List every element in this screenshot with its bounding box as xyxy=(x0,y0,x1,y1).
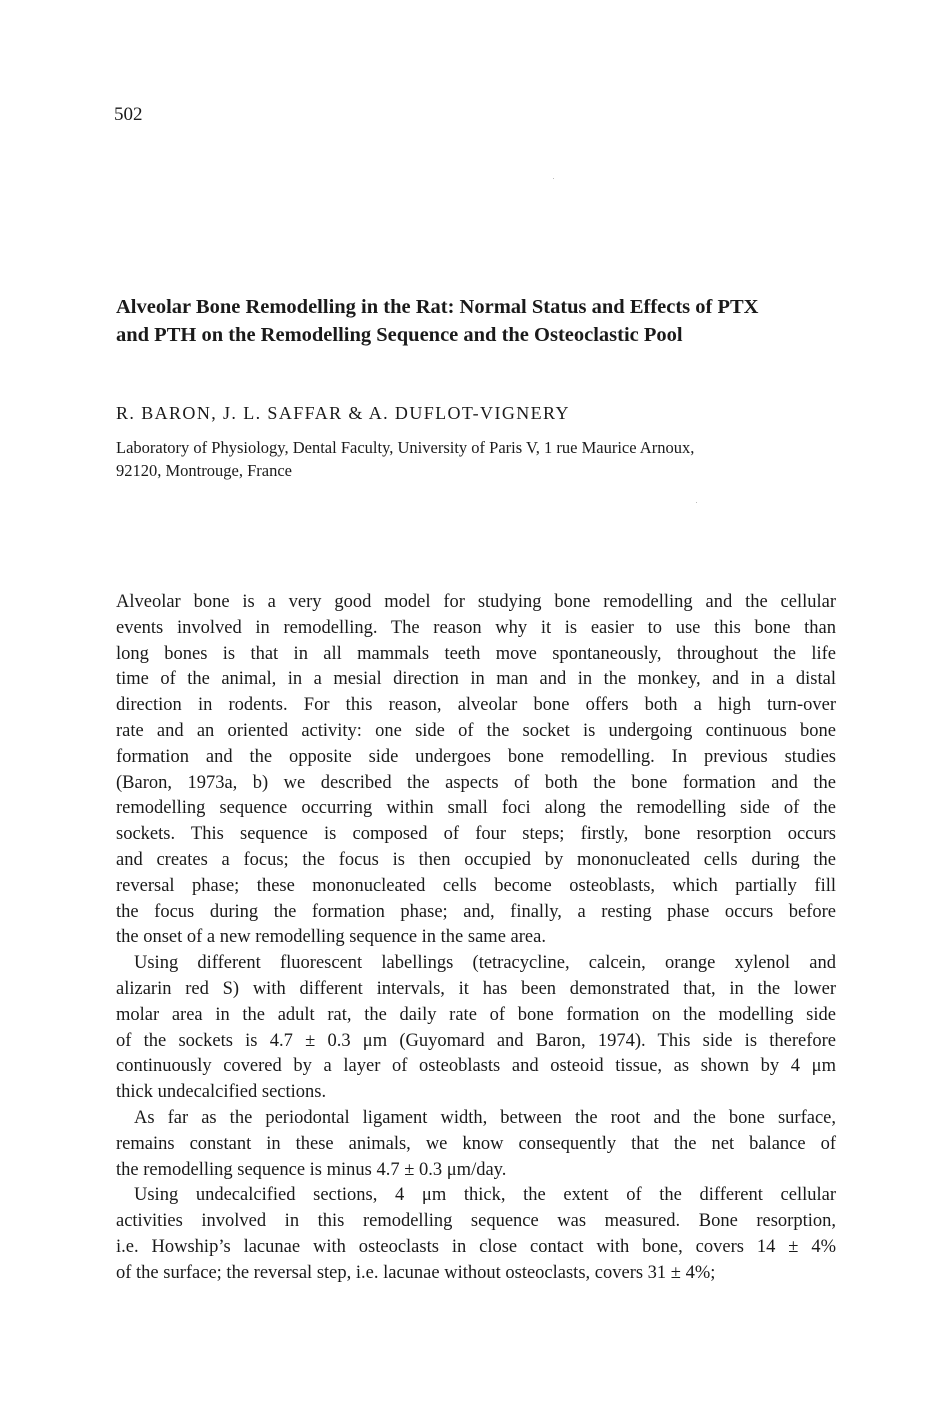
body-line: Alveolar bone is a very good model for studying bone remodelling and the cellular xyxy=(116,592,836,612)
body-line: Using undecalcified sections, 4 μm thick, the extent of the different cellular xyxy=(134,1185,836,1206)
affiliation-line: 92120, Montrouge, France xyxy=(116,461,292,480)
article-title xyxy=(116,293,836,349)
body-line: (Baron, 1973a, b) we described the aspects of both the bone formation and the xyxy=(116,772,836,793)
body-line: thick undecalcified sections. xyxy=(116,1082,327,1103)
article-title-line: Alveolar Bone Remodelling in the Rat: Normal Status and Effects of PTX xyxy=(116,296,759,318)
body-line: of the surface; the reversal step, i.e. lacunae without osteoclasts, covers 31 ± 4%; xyxy=(116,1262,716,1283)
body-line: the remodelling sequence is minus 4.7 ± 0.3 μm/day. xyxy=(116,1159,507,1180)
body-line: and creates a focus; the focus is then occupied by mononucleated cells during the xyxy=(116,849,836,870)
body-line: remodelling sequence occurring within small foci along the remodelling side of the xyxy=(116,798,836,819)
affiliation xyxy=(116,436,694,482)
scan-speck xyxy=(696,502,697,503)
article-title-line: and PTH on the Remodelling Sequence and the Osteoclastic Pool xyxy=(116,324,683,346)
page-number: 502 xyxy=(114,104,143,125)
body-line: the focus during the formation phase; and, finally, a resting phase occurs before xyxy=(116,901,836,922)
body-text xyxy=(116,590,836,1287)
body-line: i.e. Howship’s lacunae with osteoclasts in close contact with bone, covers 14 ± 4% xyxy=(116,1236,836,1257)
body-line: molar area in the adult rat, the daily rate of bone formation on the modelling side xyxy=(116,1004,836,1025)
body-line: alizarin red S) with different intervals, it has been demonstrated that, in the lower xyxy=(116,978,836,999)
body-line: of the sockets is 4.7 ± 0.3 μm (Guyomard and Baron, 1974). This side is therefore xyxy=(116,1030,836,1051)
body-line: sockets. This sequence is composed of four steps; firstly, bone resorption occurs xyxy=(116,824,836,845)
body-line: reversal phase; these mononucleated cells become osteoblasts, which partially fill xyxy=(116,875,836,896)
body-line: the onset of a new remodelling sequence in the same area. xyxy=(116,927,546,948)
body-line: formation and the opposite side undergoes bone remodelling. In previous studies xyxy=(116,746,836,767)
body-line: continuously covered by a layer of osteoblasts and osteoid tissue, as shown by 4 μm xyxy=(116,1056,836,1077)
body-line: rate and an oriented activity: one side of the socket is undergoing continuous bone xyxy=(116,720,836,741)
body-line: time of the animal, in a mesial direction in man and in the monkey, and in a distal xyxy=(116,669,836,690)
body-line: long bones is that in all mammals teeth move spontaneously, throughout the life xyxy=(116,643,836,664)
body-line: direction in rodents. For this reason, alveolar bone offers both a high turn-over xyxy=(116,695,836,716)
body-line: remains constant in these animals, we know consequently that the net balance of xyxy=(116,1133,836,1154)
body-paragraph xyxy=(116,1106,836,1183)
body-paragraph xyxy=(116,951,836,1106)
body-line: As far as the periodontal ligament width, between the root and the bone surface, xyxy=(134,1107,836,1128)
author-list: R. BARON, J. L. SAFFAR & A. DUFLOT-VIGNERY xyxy=(116,403,570,423)
scan-speck xyxy=(553,178,554,179)
body-paragraph xyxy=(116,590,836,951)
affiliation-line: Laboratory of Physiology, Dental Faculty, University of Paris V, 1 rue Maurice Arnoux, xyxy=(116,438,695,457)
body-line: Using different fluorescent labellings (tetracycline, calcein, orange xylenol and xyxy=(134,953,836,974)
body-line: events involved in remodelling. The reason why it is easier to use this bone than xyxy=(116,617,836,638)
body-paragraph xyxy=(116,1183,836,1286)
body-line: activities involved in this remodelling sequence was measured. Bone resorption, xyxy=(116,1211,836,1232)
